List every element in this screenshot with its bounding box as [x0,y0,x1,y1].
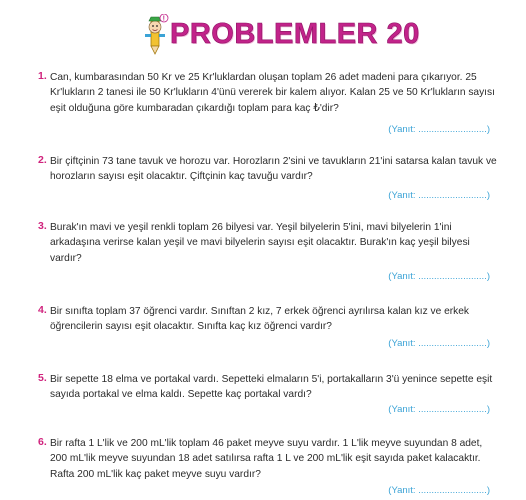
pencil-mascot-icon [140,14,170,58]
problem-text: Bir çiftçinin 73 tane tavuk ve horozu var. Horozların 2'sini ve tavukların 21'ini satarsa kalan tavuk ve horozların sayısı eşit olacaktır. Çiftçinin kaç tavuğu vardır? [50,156,497,183]
answer-blank: (Yanıt: ..........................) [388,338,490,349]
answer-blank: (Yanıt: ..........................) [388,485,490,496]
problem-number: 2. [38,154,47,166]
answer-blank: (Yanıt: ..........................) [388,124,490,135]
page-title: PROBLEMLER 20 [170,18,420,50]
problem-number: 1. [38,70,47,82]
problem-text: Burak'ın mavi ve yeşil renkli toplam 26 bilyesi var. Yeşil bilyelerin 5'ini, mavi bilyelerin 1'ini arkadaşına verirse kalan yeşil ve mavi bilyelerin sayısı eşit olacaktır. Burak'ın kaç yeşil bilyesi vardır? [50,222,470,264]
header [0,12,526,58]
answer-blank: (Yanıt: ..........................) [388,404,490,415]
problem-number: 3. [38,220,47,232]
problem-number: 4. [38,304,47,316]
problem-text: Can, kumbarasından 50 Kr ve 25 Kr'luklardan oluşan toplam 26 adet madeni para çıkarıyor. 25 Kr'lukların 2 tanesi ile 50 Kr'lukların 4'ünü vererek bir kalem alıyor. Kalan 25 ve 50 Kr'lukların sayısı eşit olduğuna göre kumbaradan çıkardığı toplam para kaç ₺'dir? [50,72,495,114]
problem-text: Bir rafta 1 L'lik ve 200 mL'lik toplam 46 paket meyve suyu vardır. 1 L'lik meyve suyundan 8 adet, 200 mL'lik meyve suyundan 18 adet satılırsa rafta 1 L ve 200 mL'lik eşit sayıda paket kalacaktır. Rafta 200 mL'lik kaç paket meyve suyu vardır? [50,438,483,480]
answer-blank: (Yanıt: ..........................) [388,190,490,201]
svg-text:!: ! [162,15,165,23]
problem-number: 6. [38,436,47,448]
answer-blank: (Yanıt: ..........................) [388,271,490,282]
problem-text: Bir sepette 18 elma ve portakal vardı. Sepetteki elmaların 5'i, portakalların 3'ü yenince sepette eşit sayıda portakal ve elma kaldı. Sepette kaç portakal vardı? [50,374,493,401]
problem-number: 5. [38,372,47,384]
problem-text: Bir sınıfta toplam 37 öğrenci vardır. Sınıftan 2 kız, 7 erkek öğrenci ayrılırsa kalan kız ve erkek öğrencilerin sayısı eşit olacaktır. Sınıfta kaç kız öğrenci vardır? [50,306,470,333]
